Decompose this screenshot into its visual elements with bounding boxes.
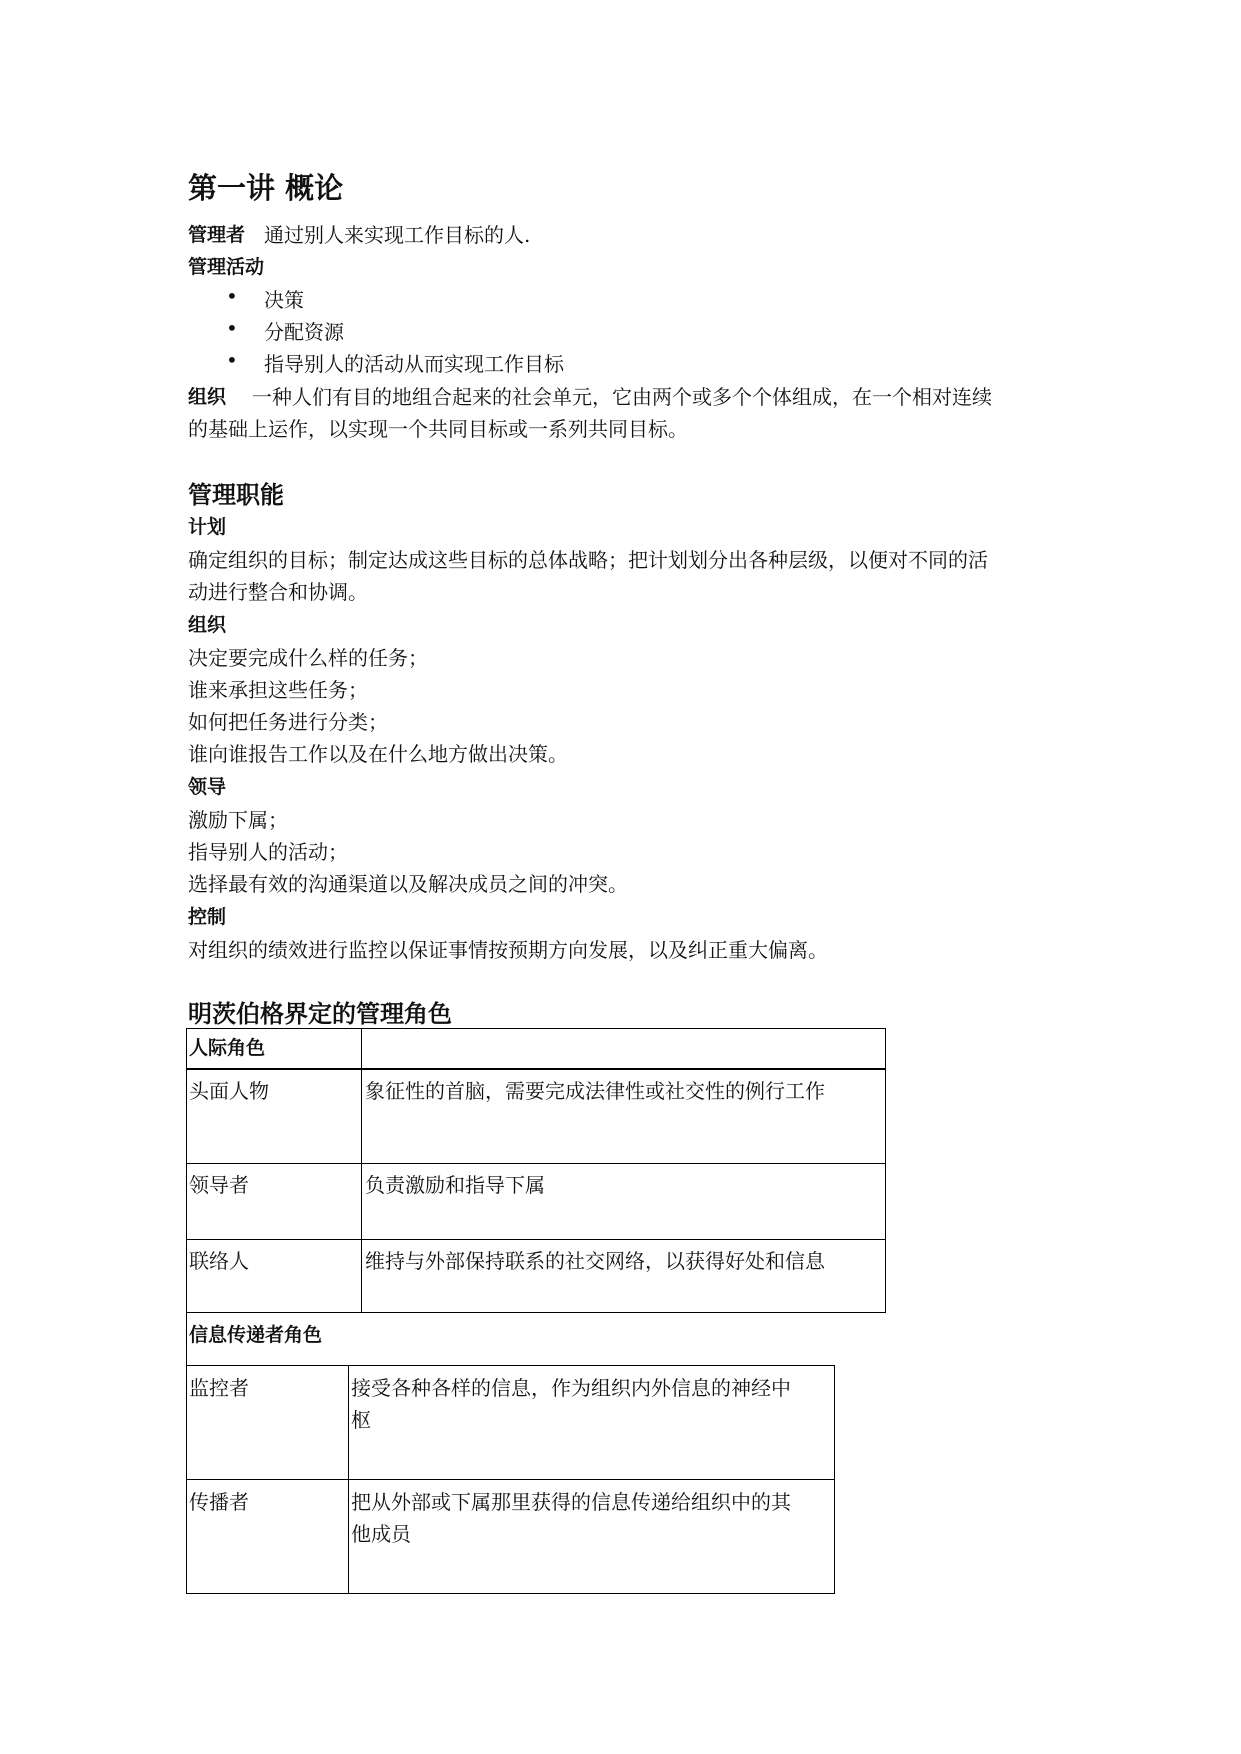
leading-label: 领导 bbox=[188, 776, 227, 798]
planning-line: 确定组织的目标；制定达成这些目标的总体战略；把计划划分出各种层级，以便对不同的活 bbox=[188, 548, 988, 572]
role-description: 负责激励和指导下属 bbox=[365, 1173, 545, 1197]
organization-label: 组织 bbox=[188, 386, 227, 408]
role-description: 他成员 bbox=[351, 1522, 411, 1546]
functions-heading: 管理职能 bbox=[188, 481, 284, 509]
role-name: 领导者 bbox=[189, 1173, 249, 1197]
manager-definition: 通过别人来实现工作目标的人. bbox=[264, 223, 531, 247]
activities-label: 管理活动 bbox=[188, 256, 265, 278]
role-name: 联络人 bbox=[189, 1249, 249, 1273]
controlling-label: 控制 bbox=[188, 906, 227, 928]
interpersonal-header: 人际角色 bbox=[189, 1037, 266, 1059]
bullet-icon: • bbox=[226, 316, 238, 340]
leading-line: 指导别人的活动； bbox=[188, 840, 348, 864]
role-description: 接受各种各样的信息，作为组织内外信息的神经中 bbox=[351, 1376, 791, 1400]
role-name: 传播者 bbox=[189, 1490, 249, 1514]
role-name: 头面人物 bbox=[189, 1079, 269, 1103]
leading-line: 激励下属； bbox=[188, 808, 288, 832]
organizing-line: 决定要完成什么样的任务； bbox=[188, 646, 428, 670]
organizing-line: 谁向谁报告工作以及在什么地方做出决策。 bbox=[188, 742, 568, 766]
planning-label: 计划 bbox=[188, 516, 227, 538]
organizing-line: 如何把任务进行分类； bbox=[188, 710, 388, 734]
organizing-line: 谁来承担这些任务； bbox=[188, 678, 368, 702]
bullet-icon: • bbox=[226, 284, 238, 308]
manager-label: 管理者 bbox=[188, 224, 246, 246]
planning-line: 动进行整合和协调。 bbox=[188, 580, 368, 604]
role-description: 枢 bbox=[351, 1408, 371, 1432]
role-description: 维持与外部保持联系的社交网络，以获得好处和信息 bbox=[365, 1249, 825, 1273]
role-name: 监控者 bbox=[189, 1376, 249, 1400]
informational-header: 信息传递者角色 bbox=[189, 1324, 323, 1346]
roles-heading: 明茨伯格界定的管理角色 bbox=[188, 1000, 452, 1028]
organization-definition-line: 一种人们有目的地组合起来的社会单元，它由两个或多个个体组成，在一个相对连续 bbox=[252, 385, 992, 409]
leading-line: 选择最有效的沟通渠道以及解决成员之间的冲突。 bbox=[188, 872, 628, 896]
activity-item: 指导别人的活动从而实现工作目标 bbox=[264, 352, 564, 376]
organizing-label: 组织 bbox=[188, 614, 227, 636]
activity-item: 分配资源 bbox=[264, 320, 344, 344]
controlling-line: 对组织的绩效进行监控以保证事情按预期方向发展，以及纠正重大偏离。 bbox=[188, 938, 828, 962]
bullet-icon: • bbox=[226, 348, 238, 372]
activity-item: 决策 bbox=[264, 288, 304, 312]
page-title: 第一讲 概论 bbox=[188, 171, 344, 205]
role-description: 象征性的首脑，需要完成法律性或社交性的例行工作 bbox=[365, 1079, 825, 1103]
role-description: 把从外部或下属那里获得的信息传递给组织中的其 bbox=[351, 1490, 791, 1514]
organization-definition-line: 的基础上运作，以实现一个共同目标或一系列共同目标。 bbox=[188, 417, 688, 441]
